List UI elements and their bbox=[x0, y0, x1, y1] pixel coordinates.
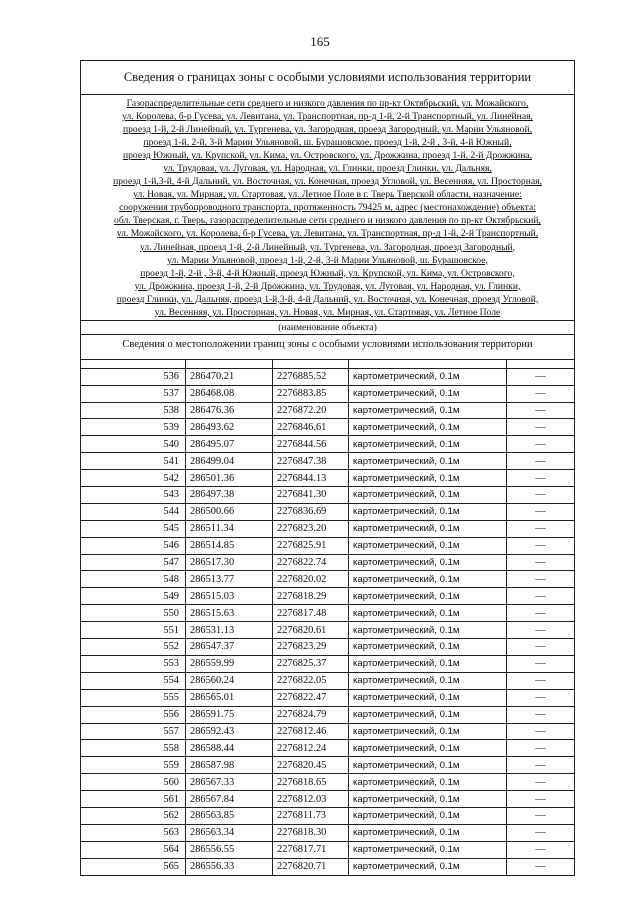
method-cell: картометрический, 0.1м bbox=[349, 672, 507, 689]
y-coordinate-cell: 2276847.38 bbox=[273, 453, 349, 470]
point-number-cell: 540 bbox=[81, 436, 186, 453]
table-row bbox=[81, 470, 574, 487]
description-line: проезд 1-й, 2-й Линейный, ул. Тургенева, ул. Загородная, проезд Загородный, ул. Марии Ульяновой, bbox=[122, 124, 532, 136]
method-cell: картометрический, 0.1м bbox=[349, 655, 507, 672]
x-coordinate-cell: 286567.33 bbox=[186, 774, 273, 791]
y-coordinate-cell: 2276823.29 bbox=[273, 639, 349, 656]
method-cell: картометрический, 0.1м bbox=[349, 436, 507, 453]
y-coordinate-cell: 2276872.20 bbox=[273, 402, 349, 419]
point-number-cell: 555 bbox=[81, 689, 186, 706]
method-cell: картометрический, 0.1м bbox=[349, 402, 507, 419]
x-coordinate-cell: 286501.36 bbox=[186, 470, 273, 487]
table-row bbox=[81, 639, 574, 656]
page-number: 165 bbox=[310, 34, 330, 49]
table-row bbox=[81, 385, 574, 402]
y-coordinate-cell: 2276823.20 bbox=[273, 520, 349, 537]
description-line: проезд Южный, ул. Крупской, ул. Кима, ул. Островского, ул. Дрожжина, проезд 1-й, 2-й Дрожжина, bbox=[122, 150, 533, 162]
method-cell: картометрический, 0.1м bbox=[349, 791, 507, 808]
y-coordinate-cell: 2276885.52 bbox=[273, 368, 349, 385]
point-number-cell: 556 bbox=[81, 706, 186, 723]
note-cell: — bbox=[507, 503, 575, 520]
description-line: проезд Глинки, ул. Дальняя, проезд 1-й,3-й, 4-й Дальний, ул. Восточная, ул. Конечная, проезд Угловой, bbox=[116, 293, 539, 305]
y-coordinate-cell: 2276824.79 bbox=[273, 706, 349, 723]
table-row bbox=[81, 858, 574, 874]
table-row bbox=[81, 487, 574, 504]
x-coordinate-cell: 286517.30 bbox=[186, 554, 273, 571]
point-number-cell: 565 bbox=[81, 858, 186, 874]
point-number-cell: 560 bbox=[81, 774, 186, 791]
y-coordinate-cell: 2276818.30 bbox=[273, 824, 349, 841]
object-name-caption: (наименование объекта) bbox=[81, 321, 574, 335]
note-cell: — bbox=[507, 740, 575, 757]
x-coordinate-cell: 286493.62 bbox=[186, 419, 273, 436]
point-number-cell: 548 bbox=[81, 571, 186, 588]
point-number-cell: 542 bbox=[81, 470, 186, 487]
coordinates-table bbox=[81, 360, 574, 875]
table-row bbox=[81, 436, 574, 453]
description-line: ул. Новая, ул. Мирная, ул. Стартовая, ул. Летное Поле в г. Тверь Тверской области, назначение: bbox=[133, 189, 522, 201]
y-coordinate-cell: 2276817.71 bbox=[273, 841, 349, 858]
point-number-cell: 551 bbox=[81, 622, 186, 639]
table-row bbox=[81, 740, 574, 757]
y-coordinate-cell: 2276844.13 bbox=[273, 470, 349, 487]
point-number-cell: 547 bbox=[81, 554, 186, 571]
note-cell: — bbox=[507, 436, 575, 453]
method-cell: картометрический, 0.1м bbox=[349, 841, 507, 858]
y-coordinate-cell: 2276812.46 bbox=[273, 723, 349, 740]
description-line: ул. Линейная, проезд 1-й, 2-й Линейный, ул. Тургенева, ул. Загородная, проезд Загородный, bbox=[139, 241, 516, 253]
method-cell: картометрический, 0.1м bbox=[349, 453, 507, 470]
note-cell: — bbox=[507, 419, 575, 436]
y-coordinate-cell: 2276825.91 bbox=[273, 537, 349, 554]
note-cell: — bbox=[507, 470, 575, 487]
y-coordinate-cell: 2276822.74 bbox=[273, 554, 349, 571]
object-description bbox=[81, 95, 574, 321]
description-line: сооружения трубопроводного транспорта, протяженность 79425 м, адрес (местонахождение) объекта: bbox=[119, 202, 536, 214]
table-row bbox=[81, 605, 574, 622]
x-coordinate-cell: 286592.43 bbox=[186, 723, 273, 740]
x-coordinate-cell: 286547.37 bbox=[186, 639, 273, 656]
point-number-cell: 554 bbox=[81, 672, 186, 689]
x-coordinate-cell: 286497.38 bbox=[186, 487, 273, 504]
note-cell: — bbox=[507, 622, 575, 639]
table-row bbox=[81, 824, 574, 841]
y-coordinate-cell: 2276844.56 bbox=[273, 436, 349, 453]
note-cell: — bbox=[507, 402, 575, 419]
y-coordinate-cell: 2276818.29 bbox=[273, 588, 349, 605]
point-number-cell: 538 bbox=[81, 402, 186, 419]
y-coordinate-cell: 2276822.47 bbox=[273, 689, 349, 706]
table-row bbox=[81, 655, 574, 672]
method-cell: картометрический, 0.1м bbox=[349, 368, 507, 385]
y-coordinate-cell: 2276820.02 bbox=[273, 571, 349, 588]
note-cell: — bbox=[507, 487, 575, 504]
coordinates-table-body bbox=[81, 360, 574, 875]
note-cell: — bbox=[507, 639, 575, 656]
note-cell: — bbox=[507, 723, 575, 740]
method-cell: картометрический, 0.1м bbox=[349, 487, 507, 504]
table-row bbox=[81, 571, 574, 588]
note-cell: — bbox=[507, 841, 575, 858]
point-number-cell: 553 bbox=[81, 655, 186, 672]
x-coordinate-cell: 286515.03 bbox=[186, 588, 273, 605]
point-number-cell: 541 bbox=[81, 453, 186, 470]
section-title: Сведения о местоположении границ зоны с особыми условиями использования территории bbox=[81, 335, 574, 360]
method-cell: картометрический, 0.1м bbox=[349, 774, 507, 791]
point-number-cell: 536 bbox=[81, 368, 186, 385]
y-coordinate-cell: 2276841.30 bbox=[273, 487, 349, 504]
point-number-cell: 544 bbox=[81, 503, 186, 520]
y-coordinate-cell: 2276883.85 bbox=[273, 385, 349, 402]
description-line: обл. Тверская, г. Тверь, газораспределительные сети среднего и низкого давления по пр-кт Октябрьский, bbox=[114, 215, 541, 227]
table-row bbox=[81, 706, 574, 723]
note-cell: — bbox=[507, 791, 575, 808]
point-number-cell: 550 bbox=[81, 605, 186, 622]
description-line: ул. Королева, б-р Гусева, ул. Левитана, ул. Транспортная, пр-д 1-й, 2-й Транспортный, ул. Линейная, bbox=[122, 111, 533, 123]
document-title: Сведения о границах зоны с особыми условиями использования территории bbox=[81, 61, 574, 95]
method-cell: картометрический, 0.1м bbox=[349, 520, 507, 537]
table-row bbox=[81, 841, 574, 858]
x-coordinate-cell: 286514.85 bbox=[186, 537, 273, 554]
note-cell: — bbox=[507, 807, 575, 824]
note-cell: — bbox=[507, 453, 575, 470]
point-number-cell: 558 bbox=[81, 740, 186, 757]
table-row bbox=[81, 689, 574, 706]
method-cell: картометрический, 0.1м bbox=[349, 689, 507, 706]
description-line: проезд 1-й, 2-й, 3-й Марии Ульяновой, ш. Бурашовское, проезд 1-й, 2-й , 3-й, 4-й Южный, bbox=[143, 137, 512, 149]
table-row bbox=[81, 723, 574, 740]
method-cell: картометрический, 0.1м bbox=[349, 385, 507, 402]
y-coordinate-cell: 2276817.48 bbox=[273, 605, 349, 622]
x-coordinate-cell: 286515.63 bbox=[186, 605, 273, 622]
description-line: ул. Можайского, ул. Королева, б-р Гусева, ул. Левитана, ул. Транспортная, пр-д 1-й, 2-й Транспортный, bbox=[116, 228, 539, 240]
y-coordinate-cell: 2276811.73 bbox=[273, 807, 349, 824]
x-coordinate-cell: 286560.24 bbox=[186, 672, 273, 689]
x-coordinate-cell: 286500.66 bbox=[186, 503, 273, 520]
table-row bbox=[81, 537, 574, 554]
x-coordinate-cell: 286470.21 bbox=[186, 368, 273, 385]
x-coordinate-cell: 286499.04 bbox=[186, 453, 273, 470]
description-line: ул. Марии Ульяновой, проезд 1-й, 2-й, 3-й Марии Ульяновой, ш. Бурашовское, bbox=[167, 254, 488, 266]
x-coordinate-cell: 286531.13 bbox=[186, 622, 273, 639]
point-number-cell: 539 bbox=[81, 419, 186, 436]
description-line: проезд 1-й,3-й, 4-й Дальний, ул. Восточная, ул. Конечная, проезд Угловой, ул. Весенняя, ул. Просторная, bbox=[113, 176, 542, 188]
y-coordinate-cell: 2276820.45 bbox=[273, 757, 349, 774]
y-coordinate-cell: 2276818.65 bbox=[273, 774, 349, 791]
table-row bbox=[81, 807, 574, 824]
spacer-cell bbox=[81, 360, 186, 369]
note-cell: — bbox=[507, 385, 575, 402]
x-coordinate-cell: 286588.44 bbox=[186, 740, 273, 757]
x-coordinate-cell: 286587.98 bbox=[186, 757, 273, 774]
x-coordinate-cell: 286468.08 bbox=[186, 385, 273, 402]
table-row bbox=[81, 672, 574, 689]
table-row bbox=[81, 368, 574, 385]
table-row bbox=[81, 520, 574, 537]
method-cell: картометрический, 0.1м bbox=[349, 622, 507, 639]
method-cell: картометрический, 0.1м bbox=[349, 537, 507, 554]
method-cell: картометрический, 0.1м bbox=[349, 757, 507, 774]
table-row bbox=[81, 774, 574, 791]
note-cell: — bbox=[507, 706, 575, 723]
note-cell: — bbox=[507, 757, 575, 774]
table-row bbox=[81, 453, 574, 470]
note-cell: — bbox=[507, 858, 575, 874]
note-cell: — bbox=[507, 655, 575, 672]
spacer-cell bbox=[349, 360, 507, 369]
y-coordinate-cell: 2276822.05 bbox=[273, 672, 349, 689]
point-number-cell: 546 bbox=[81, 537, 186, 554]
x-coordinate-cell: 286563.85 bbox=[186, 807, 273, 824]
table-row bbox=[81, 419, 574, 436]
y-coordinate-cell: 2276820.71 bbox=[273, 858, 349, 874]
y-coordinate-cell: 2276825.37 bbox=[273, 655, 349, 672]
table-row bbox=[81, 622, 574, 639]
table-row bbox=[81, 791, 574, 808]
x-coordinate-cell: 286563.34 bbox=[186, 824, 273, 841]
x-coordinate-cell: 286591.75 bbox=[186, 706, 273, 723]
x-coordinate-cell: 286565.01 bbox=[186, 689, 273, 706]
method-cell: картометрический, 0.1м bbox=[349, 588, 507, 605]
method-cell: картометрический, 0.1м bbox=[349, 807, 507, 824]
point-number-cell: 545 bbox=[81, 520, 186, 537]
point-number-cell: 543 bbox=[81, 487, 186, 504]
x-coordinate-cell: 286513.77 bbox=[186, 571, 273, 588]
method-cell: картометрический, 0.1м bbox=[349, 740, 507, 757]
note-cell: — bbox=[507, 554, 575, 571]
point-number-cell: 562 bbox=[81, 807, 186, 824]
note-cell: — bbox=[507, 571, 575, 588]
table-row bbox=[81, 757, 574, 774]
x-coordinate-cell: 286476.36 bbox=[186, 402, 273, 419]
method-cell: картометрический, 0.1м bbox=[349, 605, 507, 622]
y-coordinate-cell: 2276846.61 bbox=[273, 419, 349, 436]
y-coordinate-cell: 2276836.69 bbox=[273, 503, 349, 520]
zone-boundaries-form bbox=[80, 60, 575, 876]
method-cell: картометрический, 0.1м bbox=[349, 470, 507, 487]
method-cell: картометрический, 0.1м bbox=[349, 706, 507, 723]
note-cell: — bbox=[507, 537, 575, 554]
note-cell: — bbox=[507, 605, 575, 622]
note-cell: — bbox=[507, 689, 575, 706]
point-number-cell: 557 bbox=[81, 723, 186, 740]
table-row bbox=[81, 554, 574, 571]
description-line: ул. Весенняя, ул. Просторная, ул. Новая, ул. Мирная, ул. Стартовая, ул. Летное Поле bbox=[154, 306, 501, 318]
method-cell: картометрический, 0.1м bbox=[349, 723, 507, 740]
point-number-cell: 564 bbox=[81, 841, 186, 858]
x-coordinate-cell: 286495.07 bbox=[186, 436, 273, 453]
table-row bbox=[81, 503, 574, 520]
description-line: ул. Трудовая, ул. Луговая, ул. Народная, ул. Глинки, проезд Глинки, ул. Дальняя, bbox=[163, 163, 492, 175]
note-cell: — bbox=[507, 824, 575, 841]
description-line: проезд 1-й, 2-й , 3-й, 4-й Южный, проезд Южный, ул. Крупской, ул. Кима, ул. Островского, bbox=[140, 267, 515, 279]
note-cell: — bbox=[507, 520, 575, 537]
note-cell: — bbox=[507, 588, 575, 605]
method-cell: картометрический, 0.1м bbox=[349, 639, 507, 656]
spacer-cell bbox=[507, 360, 575, 369]
point-number-cell: 552 bbox=[81, 639, 186, 656]
y-coordinate-cell: 2276820.61 bbox=[273, 622, 349, 639]
method-cell: картометрический, 0.1м bbox=[349, 419, 507, 436]
point-number-cell: 559 bbox=[81, 757, 186, 774]
description-line: Газораспределительные сети среднего и низкого давления по пр-кт Октябрьский, ул. Можайского, bbox=[126, 98, 529, 109]
method-cell: картометрический, 0.1м bbox=[349, 571, 507, 588]
note-cell: — bbox=[507, 672, 575, 689]
x-coordinate-cell: 286556.55 bbox=[186, 841, 273, 858]
x-coordinate-cell: 286556.33 bbox=[186, 858, 273, 874]
x-coordinate-cell: 286559.99 bbox=[186, 655, 273, 672]
method-cell: картометрический, 0.1м bbox=[349, 858, 507, 874]
spacer-cell bbox=[273, 360, 349, 369]
point-number-cell: 537 bbox=[81, 385, 186, 402]
note-cell: — bbox=[507, 774, 575, 791]
x-coordinate-cell: 286567.84 bbox=[186, 791, 273, 808]
description-line: ул. Дрожжина, проезд 1-й, 2-й Дрожжина, ул. Трудовая, ул. Луговая, ул. Народная, ул. Глинки, bbox=[134, 280, 521, 292]
note-cell: — bbox=[507, 368, 575, 385]
y-coordinate-cell: 2276812.03 bbox=[273, 791, 349, 808]
y-coordinate-cell: 2276812.24 bbox=[273, 740, 349, 757]
table-spacer-row bbox=[81, 360, 574, 369]
table-row bbox=[81, 588, 574, 605]
spacer-cell bbox=[186, 360, 273, 369]
method-cell: картометрический, 0.1м bbox=[349, 554, 507, 571]
method-cell: картометрический, 0.1м bbox=[349, 503, 507, 520]
point-number-cell: 561 bbox=[81, 791, 186, 808]
method-cell: картометрический, 0.1м bbox=[349, 824, 507, 841]
table-row bbox=[81, 402, 574, 419]
point-number-cell: 563 bbox=[81, 824, 186, 841]
x-coordinate-cell: 286511.34 bbox=[186, 520, 273, 537]
point-number-cell: 549 bbox=[81, 588, 186, 605]
